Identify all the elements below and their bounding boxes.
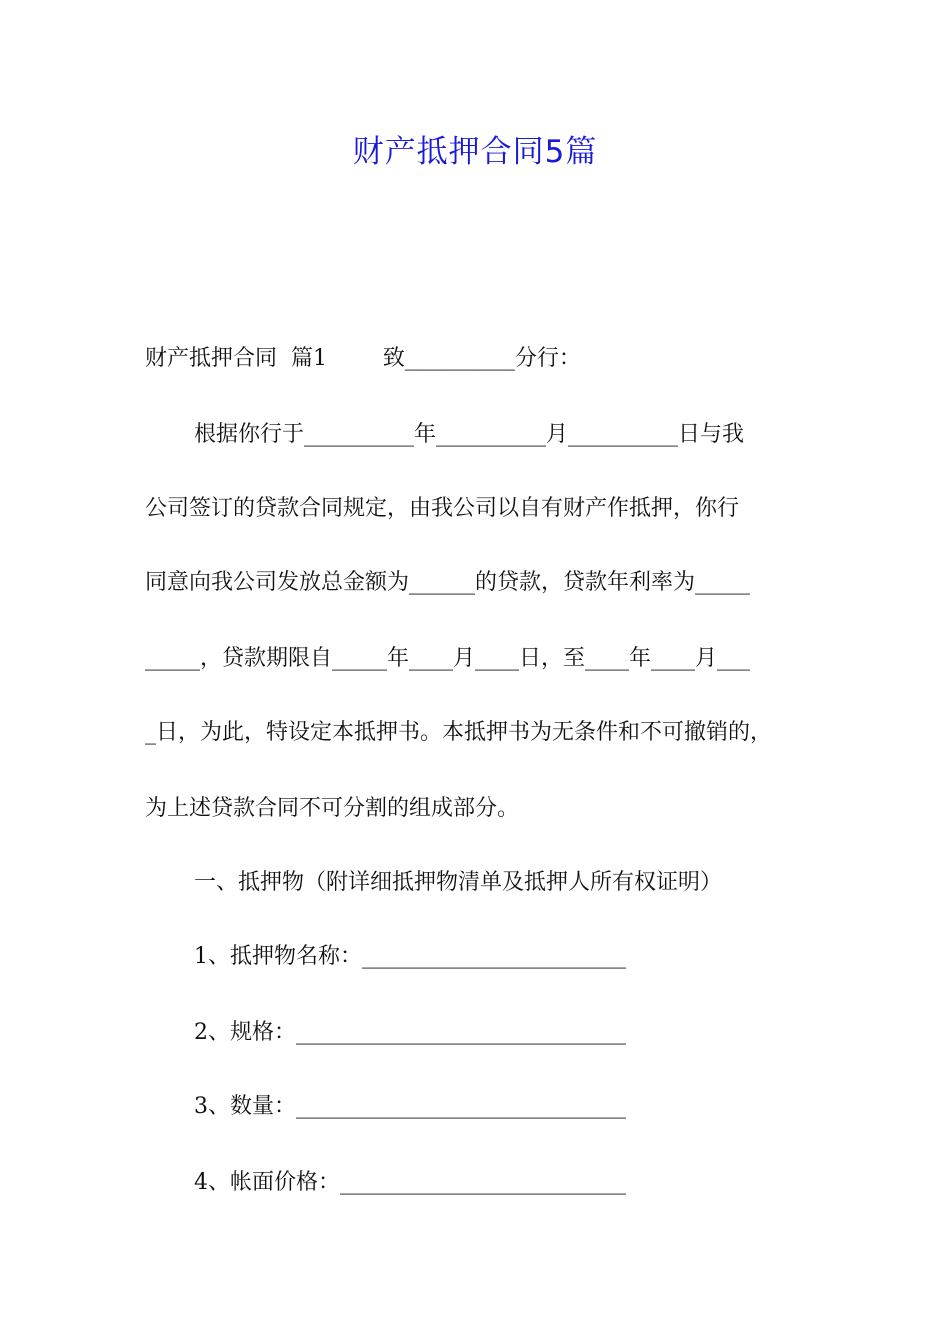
body-line: _____，贷款期限自_____年____月____日，至____年____月___	[145, 646, 751, 671]
clause-item: 3、数量：______________________________	[194, 1094, 626, 1119]
document-title: 财产抵押合同5篇	[352, 134, 598, 170]
body-line: 根据你行于__________年__________月__________日与我	[194, 422, 745, 447]
clause-heading: 一、抵押物（附详细抵押物清单及抵押人所有权证明）	[194, 870, 723, 895]
clause-item: 4、帐面价格：__________________________	[194, 1170, 626, 1195]
section-heading-line: 财产抵押合同 篇1 致__________分行：	[145, 346, 581, 371]
body-line: 公司签订的贷款合同规定，由我公司以自有财产作抵押，你行	[145, 496, 740, 521]
clause-item: 2、规格：______________________________	[194, 1020, 626, 1045]
body-line: _日，为此，特设定本抵押书。本抵押书为无条件和不可撤销的，	[145, 720, 773, 745]
body-line: 同意向我公司发放总金额为______的贷款，贷款年利率为_____	[145, 570, 751, 595]
body-line: 为上述贷款合同不可分割的组成部分。	[145, 796, 520, 821]
clause-item: 1、抵押物名称：________________________	[194, 944, 626, 969]
